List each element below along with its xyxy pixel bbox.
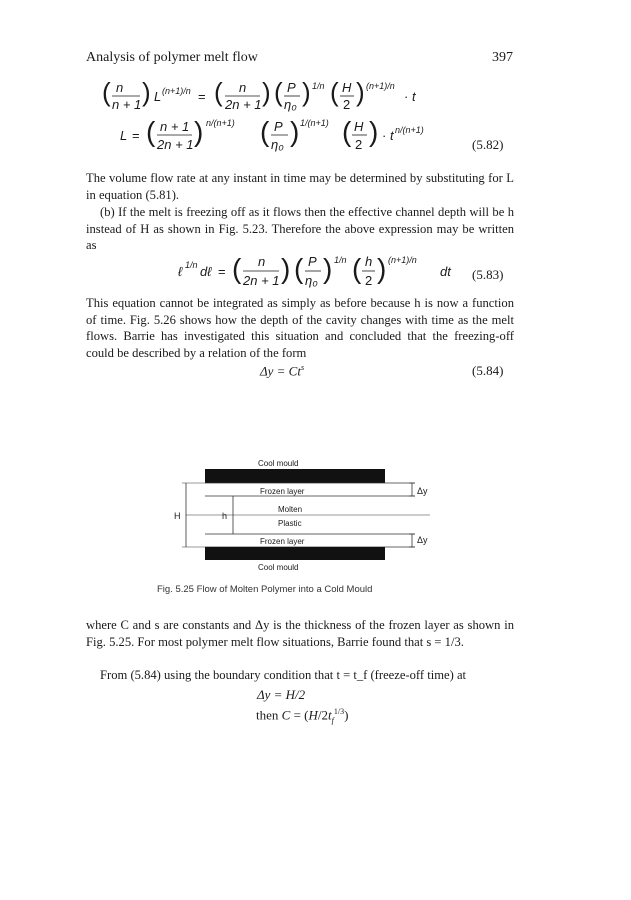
label-frozen-layer-bottom: Frozen layer [260,537,305,546]
paragraph-4: where C and s are constants and Δy is the thickness of the frozen layer as shown in Fig. 5.25. For most polymer melt flow situations, Barrie found that s = 1/3. [86,618,514,649]
figure-caption: Fig. 5.25 Flow of Molten Polymer into a Cold Mould [157,584,373,595]
svg-text:): ) [369,116,379,147]
svg-text:P: P [308,254,317,269]
svg-text:2: 2 [365,273,373,288]
svg-text:): ) [262,80,271,107]
svg-text:=: = [198,89,206,104]
label-cool-mould-top: Cool mould [258,459,299,468]
svg-text:): ) [356,80,365,107]
equation-5-83-label: (5.83) [472,267,504,282]
label-h: h [222,511,228,521]
figure-5-25 [150,455,440,580]
svg-text:(: ( [342,116,352,147]
svg-text:t: t [412,89,416,104]
cool-mould-bottom-block [205,547,385,560]
svg-text:dt: dt [440,264,451,279]
svg-text:): ) [377,253,387,284]
svg-text:): ) [323,253,333,284]
label-H: H [174,511,181,521]
svg-text:(: ( [260,116,270,147]
svg-text:n/(n+1): n/(n+1) [395,125,424,135]
label-dy-bottom: Δy [417,535,428,545]
svg-text:η₀: η₀ [305,273,318,288]
equation-5-84-label: (5.84) [472,363,504,378]
svg-text:): ) [290,116,300,147]
equation-5-83 [178,252,508,292]
svg-text:H: H [354,119,364,134]
svg-text:n: n [116,80,124,95]
svg-text:(n+1)/n: (n+1)/n [388,255,417,265]
svg-text:(: ( [214,80,223,107]
svg-text:1/n: 1/n [185,260,198,270]
equation-top-line1 [98,80,518,110]
svg-text:dℓ: dℓ [200,264,212,279]
svg-text:(: ( [294,253,304,284]
cool-mould-top-block [205,469,385,483]
svg-text:2n + 1: 2n + 1 [225,97,262,112]
svg-text:t: t [390,128,394,143]
svg-text:): ) [302,80,311,107]
svg-text:h: h [365,254,373,269]
svg-text:ℓ: ℓ [178,264,183,279]
svg-text:): ) [142,80,151,107]
label-plastic: Plastic [278,519,302,528]
svg-text:η₀: η₀ [284,97,297,112]
svg-text:1/n: 1/n [312,81,325,91]
svg-text:n/(n+1): n/(n+1) [206,118,235,128]
svg-text:n: n [239,80,247,95]
svg-text:L: L [120,128,128,143]
label-cool-mould-bottom: Cool mould [258,563,299,572]
svg-text:2n + 1: 2n + 1 [243,273,280,288]
svg-text:·: · [404,89,409,104]
paragraph-3: This equation cannot be integrated as simply as before because h is now a function of time. Fig. 5.26 shows how the depth of the cavity changes with time as the melt flows. Barrie has investigated this situation and concluded that the freezing-off could be described by a relation of the form [86,296,514,360]
svg-text:2: 2 [343,97,351,112]
paragraph-5: From (5.84) using the boundary condition that t = t_f (freeze-off time) at [100,668,467,682]
equation-5-84: $\Delta y = Ct^s$ [260,363,305,379]
label-frozen-layer-top: Frozen layer [260,487,305,496]
svg-text:(: ( [232,253,242,284]
running-title: Analysis of polymer melt flow [86,50,258,65]
svg-text:=: = [218,264,226,279]
svg-text:(n+1)/n: (n+1)/n [162,86,191,96]
svg-text:2n + 1: 2n + 1 [157,137,194,152]
svg-text:η₀: η₀ [271,137,284,152]
paragraph-1: The volume flow rate at any instant in time may be determined by substituting for L in equation (5.81). [86,171,514,202]
svg-text:(: ( [352,253,362,284]
svg-text:1/n: 1/n [334,255,347,265]
svg-text:n + 1: n + 1 [112,97,142,112]
svg-text:L: L [154,89,162,104]
label-dy-top: Δy [417,486,428,496]
svg-text:): ) [281,253,291,284]
svg-text:=: = [132,128,140,143]
svg-text:(: ( [102,80,111,107]
paragraph-2: (b) If the melt is freezing off as it flows then the effective channel depth will be h instead of H as shown in Fig. 5.23. Therefore the above expression may be written as [86,205,514,252]
svg-text:n: n [258,254,266,269]
svg-text:2: 2 [355,137,363,152]
svg-text:n + 1: n + 1 [160,119,190,134]
svg-text:(n+1)/n: (n+1)/n [366,81,395,91]
equation-bottom-2: then $C = (H/2t_f^{1/3})$ [256,707,349,725]
svg-text:1/(n+1): 1/(n+1) [300,118,329,128]
page-number: 397 [492,50,513,65]
svg-text:): ) [194,116,204,147]
equation-bottom-1: Δy = H/2 [257,687,306,702]
svg-text:(: ( [330,80,339,107]
label-molten: Molten [278,505,303,514]
svg-text:P: P [274,119,283,134]
svg-text:P: P [287,80,296,95]
svg-text:(: ( [146,116,156,147]
svg-text:(: ( [274,80,283,107]
svg-text:·: · [382,128,387,143]
equation-5-82-label: (5.82) [472,137,504,152]
svg-text:H: H [342,80,352,95]
